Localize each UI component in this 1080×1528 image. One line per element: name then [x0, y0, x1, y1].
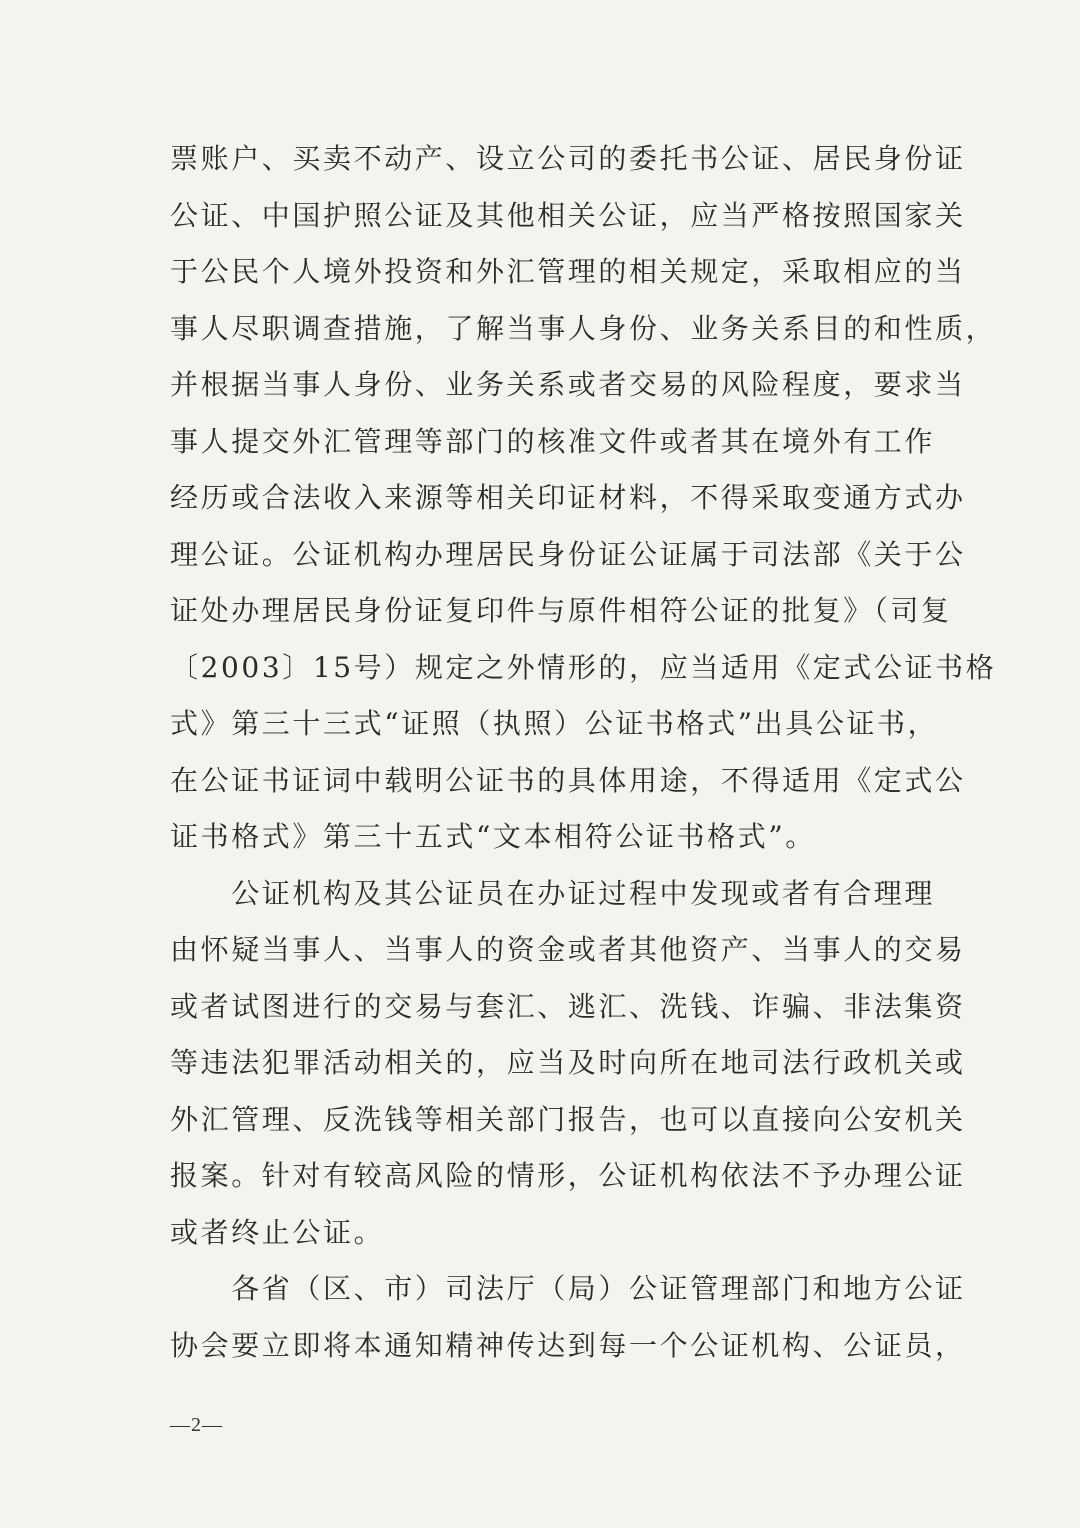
text-line: 等违法犯罪活动相关的，应当及时向所在地司法行政机关或 — [170, 1046, 966, 1079]
text-line: 经历或合法收入来源等相关印证材料，不得采取变通方式办 — [170, 481, 966, 514]
text-line: 事人提交外汇管理等部门的核准文件或者其在境外有工作 — [170, 424, 936, 458]
paragraph-3 — [170, 1261, 966, 1374]
text-line: 在公证书证词中载明公证书的具体用途，不得适用《定式公 — [170, 763, 966, 797]
paragraph-1 — [170, 131, 997, 866]
text-line: 并根据当事人身份、业务关系或者交易的风险程度，要求当 — [170, 368, 966, 401]
text-line: 外汇管理、反洗钱等相关部门报告，也可以直接向公安机关 — [170, 1102, 966, 1136]
text-line: 公证、中国护照公证及其他相关公证，应当严格按照国家关 — [170, 198, 966, 232]
document-body — [170, 131, 997, 1374]
text-line: 报案。针对有较高风险的情形，公证机构依法不予办理公证 — [170, 1159, 966, 1192]
text-line: 由怀疑当事人、当事人的资金或者其他资产、当事人的交易 — [170, 933, 966, 966]
text-line: 式》第三十三式“证照（执照）公证书格式”出具公证书， — [170, 707, 939, 740]
text-line: 公证机构及其公证员在办证过程中发现或者有合理理 — [170, 876, 936, 910]
text-line: 证处办理居民身份证复印件与原件相符公证的批复》（司复 — [170, 594, 952, 627]
page-number: —2— — [170, 1414, 223, 1436]
text-line: 或者终止公证。 — [170, 1215, 385, 1249]
text-line: 事人尽职调查措施，了解当事人身份、业务关系目的和性质， — [170, 311, 997, 345]
paragraph-2 — [170, 866, 966, 1262]
text-line: 证书格式》第三十五式“文本相符公证书格式”。 — [170, 820, 816, 853]
text-line: 协会要立即将本通知精神传达到每一个公证机构、公证员， — [170, 1328, 966, 1362]
text-line: 各省（区、市）司法厅（局）公证管理部门和地方公证 — [170, 1272, 966, 1305]
text-line: 票账户、买卖不动产、设立公司的委托书公证、居民身份证 — [170, 142, 966, 175]
text-line: 〔2003〕15号）规定之外情形的，应当适用《定式公证书格 — [170, 650, 997, 684]
text-line: 或者试图进行的交易与套汇、逃汇、洗钱、诈骗、非法集资 — [170, 989, 966, 1023]
text-line: 理公证。公证机构办理居民身份证公证属于司法部《关于公 — [170, 537, 966, 571]
text-line: 于公民个人境外投资和外汇管理的相关规定，采取相应的当 — [170, 255, 966, 288]
